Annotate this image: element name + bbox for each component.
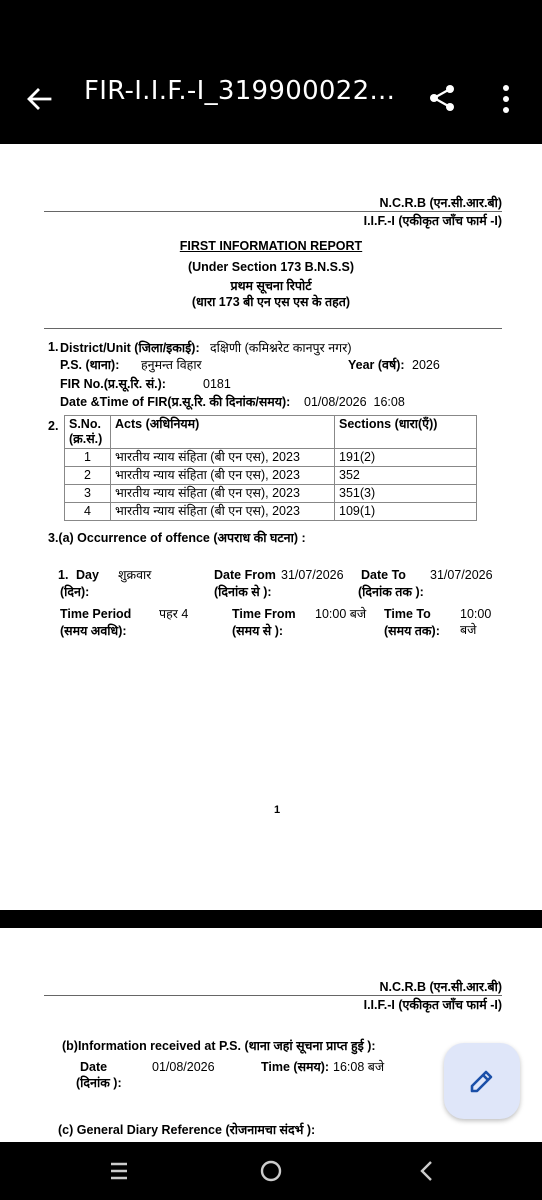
row-sno: 1: [65, 449, 111, 467]
row-sno: 2: [65, 467, 111, 485]
date-value: 01/08/2026: [152, 1060, 215, 1074]
item-2-number: 2.: [48, 419, 59, 433]
day-number: 1.: [58, 568, 69, 582]
occurrence-heading: 3.(a) Occurrence of offence (अपराध की घटना) :: [48, 531, 306, 545]
ncrb-header: N.C.R.B (एन.सी.आर.बी): [379, 196, 502, 210]
gd-reference: (c) General Diary Reference (रोजनामचा संदर्भ ):: [58, 1123, 316, 1137]
header-sections: Sections (धारा(एँ)): [335, 416, 477, 449]
fir-no-label: FIR No.(प्र.सू.रि. सं.):: [60, 377, 166, 391]
row-act: भारतीय न्याय संहिता (बी एन एस), 2023: [111, 449, 335, 467]
edit-pencil-icon: [468, 1067, 496, 1095]
ps-value: हनुमन्त विहार: [141, 358, 202, 372]
time-from-label-hi: (समय से ):: [232, 624, 284, 638]
district-value: दक्षिणी (कमिश्नरेट कानपुर नगर): [210, 341, 352, 355]
edit-button[interactable]: [444, 1043, 520, 1119]
app-bar: [0, 0, 542, 144]
date-to-value: 31/07/2026: [430, 568, 493, 582]
district-label: District/Unit (जिला/इकाई):: [60, 341, 200, 355]
time-period-label: Time Period: [60, 607, 132, 621]
date-to-label: Date To: [361, 568, 406, 582]
row-act: भारतीय न्याय संहिता (बी एन एस), 2023: [111, 485, 335, 503]
row-act: भारतीय न्याय संहिता (बी एन एस), 2023: [111, 503, 335, 521]
document-page-1[interactable]: [0, 144, 542, 910]
iif-header: I.I.F.-I (एकीकृत जाँच फार्म -I): [363, 998, 502, 1012]
row-sno: 3: [65, 485, 111, 503]
time-from-label: Time From: [232, 607, 296, 621]
date-from-label-hi: (दिनांक से ):: [214, 585, 272, 599]
date-from-value: 31/07/2026: [281, 568, 344, 582]
table-row: [65, 449, 477, 467]
time-period-value: पहर 4: [159, 607, 189, 621]
time-period-label-hi: (समय अवधि):: [60, 624, 127, 638]
row-act: भारतीय न्याय संहिता (बी एन एस), 2023: [111, 467, 335, 485]
iif-header: I.I.F.-I (एकीकृत जाँच फार्म -I): [363, 214, 502, 228]
row-sno: 4: [65, 503, 111, 521]
time-label: Time (समय):: [261, 1060, 330, 1074]
share-icon[interactable]: [426, 82, 458, 114]
time-to-label-hi: (समय तक):: [384, 624, 440, 638]
acts-table-header: [65, 416, 477, 449]
time-to-label: Time To: [384, 607, 431, 621]
year-label: Year (वर्ष):: [348, 358, 405, 372]
table-row: [65, 503, 477, 521]
ncrb-header: N.C.R.B (एन.सी.आर.बी): [379, 980, 502, 994]
back-arrow-icon[interactable]: [24, 84, 54, 114]
hindi-section: (धारा 173 बी एन एस एस के तहत): [191, 295, 351, 309]
report-title: FIRST INFORMATION REPORT: [179, 239, 363, 253]
header-sno: [65, 416, 111, 449]
row-section: 109(1): [335, 503, 477, 521]
section-divider: [44, 328, 502, 329]
time-to-value: 10:00: [460, 607, 492, 621]
fir-no-value: 0181: [203, 377, 231, 391]
time-to-value-unit: बजे: [460, 623, 477, 637]
row-section: 351(3): [335, 485, 477, 503]
recents-icon[interactable]: [104, 1156, 134, 1186]
back-icon[interactable]: [412, 1156, 442, 1186]
header-divider: [44, 211, 502, 212]
header-acts: Acts (अधिनियम): [111, 416, 335, 449]
fir-datetime-value: 01/08/2026 16:08: [304, 395, 405, 409]
page-number: 1: [274, 804, 281, 816]
acts-table: [64, 415, 477, 521]
navigation-bar: [0, 1142, 542, 1200]
ps-label: P.S. (थाना):: [60, 358, 120, 372]
document-title: FIR-I.I.F.-I_319900022...: [84, 76, 396, 106]
time-from-value: 10:00 बजे: [315, 607, 367, 621]
date-label: Date: [80, 1060, 108, 1074]
date-to-label-hi: (दिनांक तक ):: [358, 585, 424, 599]
date-from-label: Date From: [214, 568, 276, 582]
row-section: 191(2): [335, 449, 477, 467]
table-row: [65, 485, 477, 503]
page-gap: [0, 910, 542, 928]
row-section: 352: [335, 467, 477, 485]
hindi-title: प्रथम सूचना रिपोर्ट: [230, 279, 312, 293]
table-row: [65, 467, 477, 485]
info-received-heading: (b)Information received at P.S. (थाना जहां सूचना प्राप्त हुई ):: [62, 1039, 376, 1053]
date-label-hi: (दिनांक ):: [76, 1076, 122, 1090]
fir-datetime-label: Date &Time of FIR(प्र.सू.रि. की दिनांक/समय):: [60, 395, 291, 409]
header-sno-hi: (क्र.सं.): [69, 432, 103, 446]
item-1-number: 1.: [48, 340, 59, 354]
header-sno-en: S.No.: [69, 417, 101, 431]
time-value: 16:08 बजे: [333, 1060, 385, 1074]
day-label-hi: (दिन):: [60, 585, 90, 599]
day-value: शुक्रवार: [118, 568, 152, 582]
home-icon[interactable]: [256, 1156, 286, 1186]
more-vert-icon[interactable]: [494, 82, 518, 116]
header-divider: [44, 995, 502, 996]
day-label: Day: [76, 568, 99, 582]
year-value: 2026: [412, 358, 440, 372]
under-section: (Under Section 173 B.N.S.S): [187, 260, 354, 274]
